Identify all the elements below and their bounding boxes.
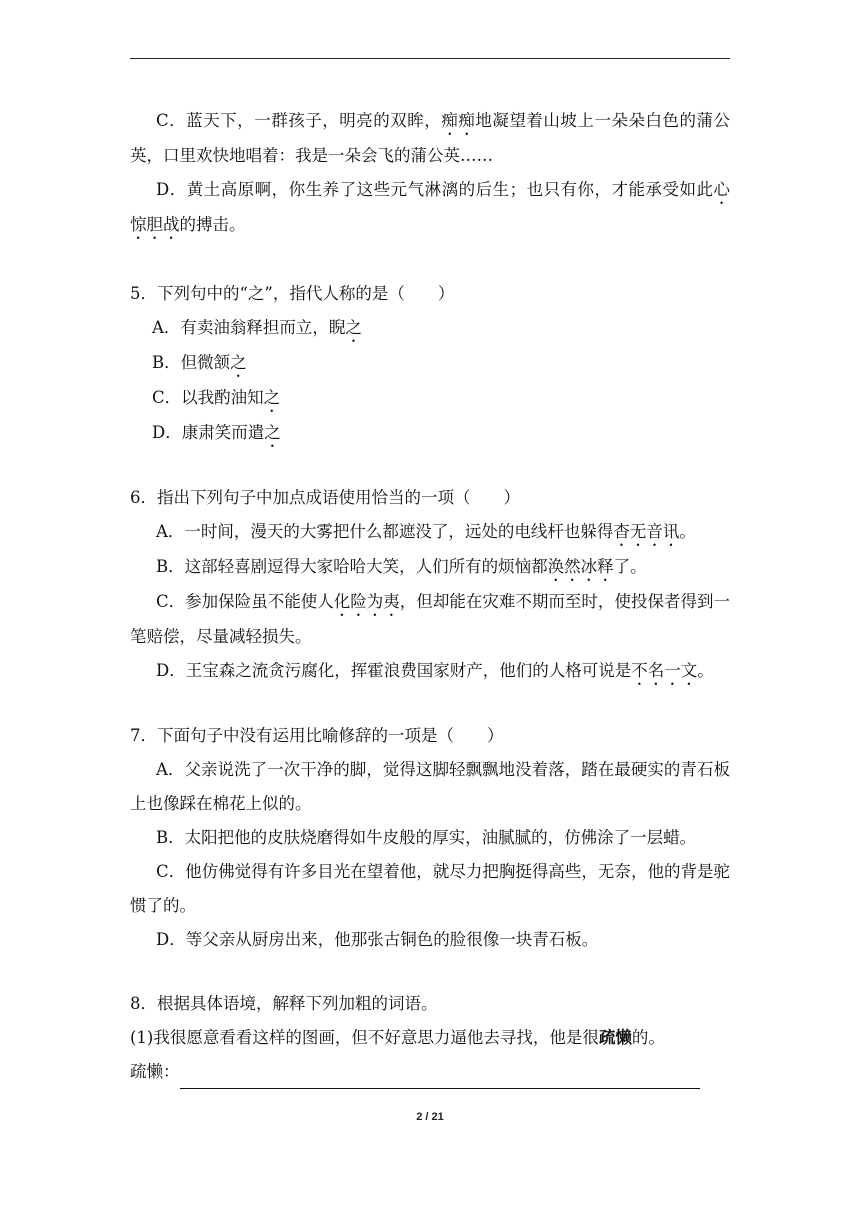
q6-option-a: A．一时间，漫天的大雾把什么都遮没了，远处的电线杆也躲得杳无音讯。 <box>156 522 696 541</box>
header-rule <box>130 58 730 59</box>
q5-option-d: D．康肃笑而遣之 <box>152 423 281 442</box>
q7-option-d: D．等父亲从厨房出来，他那张古铜色的脸很像一块青石板。 <box>156 930 599 949</box>
q5-option-a: A．有卖油翁释担而立，睨之 <box>152 318 362 337</box>
answer-blank[interactable] <box>180 1070 700 1089</box>
q6-option-c: C．参加保险虽不能使人化险为夷，但却能在灾难不期而至时，使投保者得到一笔赔偿，尽量减轻损失。 <box>130 592 731 646</box>
q5-title: 5．下列句中的“之”，指代人称的是（ ） <box>130 284 455 303</box>
q7-option-a: A．父亲说洗了一次干净的脚，觉得这脚轻飘飘地没着落，踏在最硬实的青石板上也像踩在棉花上似的。 <box>130 760 730 813</box>
q8-title: 8．根据具体语境，解释下列加粗的词语。 <box>130 994 438 1013</box>
q7-title: 7．下面句子中没有运用比喻修辞的一项是（ ） <box>130 726 504 745</box>
q5-option-c: C．以我酌油知之 <box>152 388 281 407</box>
q6-option-d: D．王宝森之流贪污腐化，挥霍浪费国家财产，他们的人格可说是不名一文。 <box>156 661 714 680</box>
q5-option-b: B．但微颔之 <box>152 353 247 372</box>
answer-label: 疏懒： <box>130 1062 180 1081</box>
q8-subquestion-1: (1)我很愿意看看这样的图画，但不好意思力逼他去寻找，他是很疏懒的。 <box>130 1028 665 1047</box>
q7-option-b: B．太阳把他的皮肤烧磨得如牛皮般的厚实，油腻腻的，仿佛涂了一层蜡。 <box>156 828 697 847</box>
q4-option-c: C．蓝天下，一群孩子，明亮的双眸，痴痴地凝望着山坡上一朵朵白色的蒲公英，口里欢快地唱着：我是一朵会飞的蒲公英…… <box>130 111 731 165</box>
q7-option-c: C．他仿佛觉得有许多目光在望着他，就尽力把胸挺得高些，无奈，他的背是驼惯了的。 <box>130 862 730 915</box>
q6-title: 6．指出下列句子中加点成语使用恰当的一项（ ） <box>130 488 520 507</box>
q6-option-b: B．这部轻喜剧逗得大家哈哈大笑，人们所有的烦恼都涣然冰释了。 <box>156 557 647 576</box>
page-number: 2 / 21 <box>416 1111 444 1123</box>
q4-option-d: D．黄土高原啊，你生养了这些元气淋漓的后生；也只有你，才能承受如此心惊胆战的搏击。 <box>130 180 730 234</box>
q8-answer-line <box>130 1055 730 1089</box>
bold-term: 疏懒 <box>598 1028 632 1047</box>
document-body <box>130 104 730 1089</box>
